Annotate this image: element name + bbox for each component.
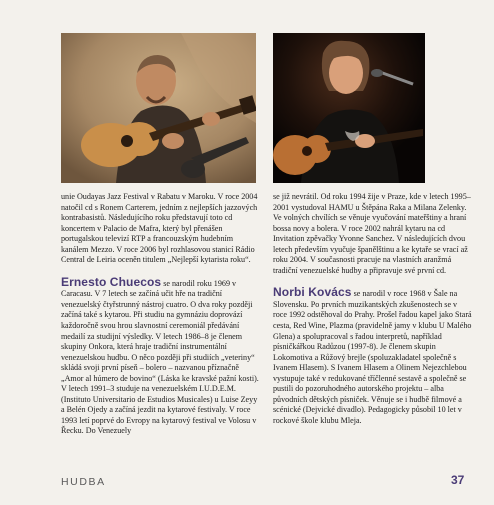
artist-name: Norbi Kovács	[273, 285, 352, 300]
bio-continuation-paragraph: se již nevrátil. Od roku 1994 žije v Praze, kde v letech 1995–2001 vystudoval HAMU u Štěpána Raka a Milana Zelenky. Ve volných chvílích se věnuje vyučování mateřštiny a hraní bossa novy a bolera. V roce 2002 nahrál kytaru na cd Invitation zpěvačky Yvonne Sanchez. V následujících dvou letech především vyučuje španělštinu a ke kytaře se vrací až roku 2004. V současnosti pracuje na vlastních aranžmá tradiční venezuelské hudby a připravuje své první cd.	[273, 192, 471, 275]
column-left	[61, 192, 259, 437]
artist-name: Ernesto Chuecos	[61, 274, 162, 289]
bio-paragraph-ernesto	[61, 274, 259, 437]
bio-text: se narodil roku 1969 v Caracasu. V 7 letech se začíná učit hře na tradiční venezuelský čtyřstrunný nástroj cuatro. O dva roky později začíná také s kytarou. Při studiu na gymnáziu doprovází každoročně svou hrou slavnostní ceremoniál předávání medailí za studijní výsledky. V letech 1986–8 je členem skupiny Onkora, která hraje tradiční instrumentální venezuelskou hudbu. O něco později při studiích „veteriny“ skládá svoji první píseň – bolero – nazvanou příznačně „Amor al húmero de bovino“ (Láska ke kravské pažní kosti). V letech 1991–3 studuje na venezuelském I.U.D.E.M. (Instituto Universitario de Estudios Musicales) u Luise Zeyy a Belén Ojedy a začíná jezdit na kytarové festivaly. V roce 1993 letí poprvé do Evropy na kytarový festival ve Volosu v Řecku. Do Venezuely	[61, 278, 259, 436]
page-number: 37	[451, 473, 465, 487]
bio-continuation-paragraph: unie Oudayas Jazz Festival v Rabatu v Maroku. V roce 2004 natočil cd s Ronem Carterem, jedním z nejlepších jazzových kontrabasistů. Následujícího roku představují toto cd koncertem v Palacio de Mafra, který byl přenášen portugalskou televizí RTP a francouzským hudebním kanálem Mezzo. V roce 2006 byl rozhlasovou stanicí Rádio Central de Leiria oceněn titulem „Nejlepší kytarista roku“.	[61, 192, 258, 265]
bio-paragraph-norbi	[273, 287, 473, 426]
bio-text: se narodil v roce 1968 v Šale na Slovensku. Po prvních muzikantských zkušenostech se v roce 1992 odstěhoval do Prahy. Prošel řadou kapel jako Stará cesta, Red Wine, Plazma (pravidelně jamy v klubu U Malého Glena) a spolupracoval s řadou interpretů, například písničkářkou Radůzou (1997-8). Je členem skupin Lokomotiva a Růžový brejle (spoluzakladatel společně s Ivanem Hlasem). S Ivanem Hlasem a Olinem Nejezchlebou vystupuje také v redukované tříčlenné sestavě a společně se pustili do pozoruhodného autorského projektu – alba původních dětských písniček. Věnuje se i hudbě filmové a scénické (Dejvické divadlo). Pedagogicky působil 10 let v rockové škole klubu Mleja.	[273, 289, 472, 425]
section-label: HUDBA	[61, 476, 106, 488]
column-right	[273, 192, 473, 426]
photo-guitarist-norbi	[273, 33, 425, 183]
photo-guitarist-ernesto	[61, 33, 256, 183]
